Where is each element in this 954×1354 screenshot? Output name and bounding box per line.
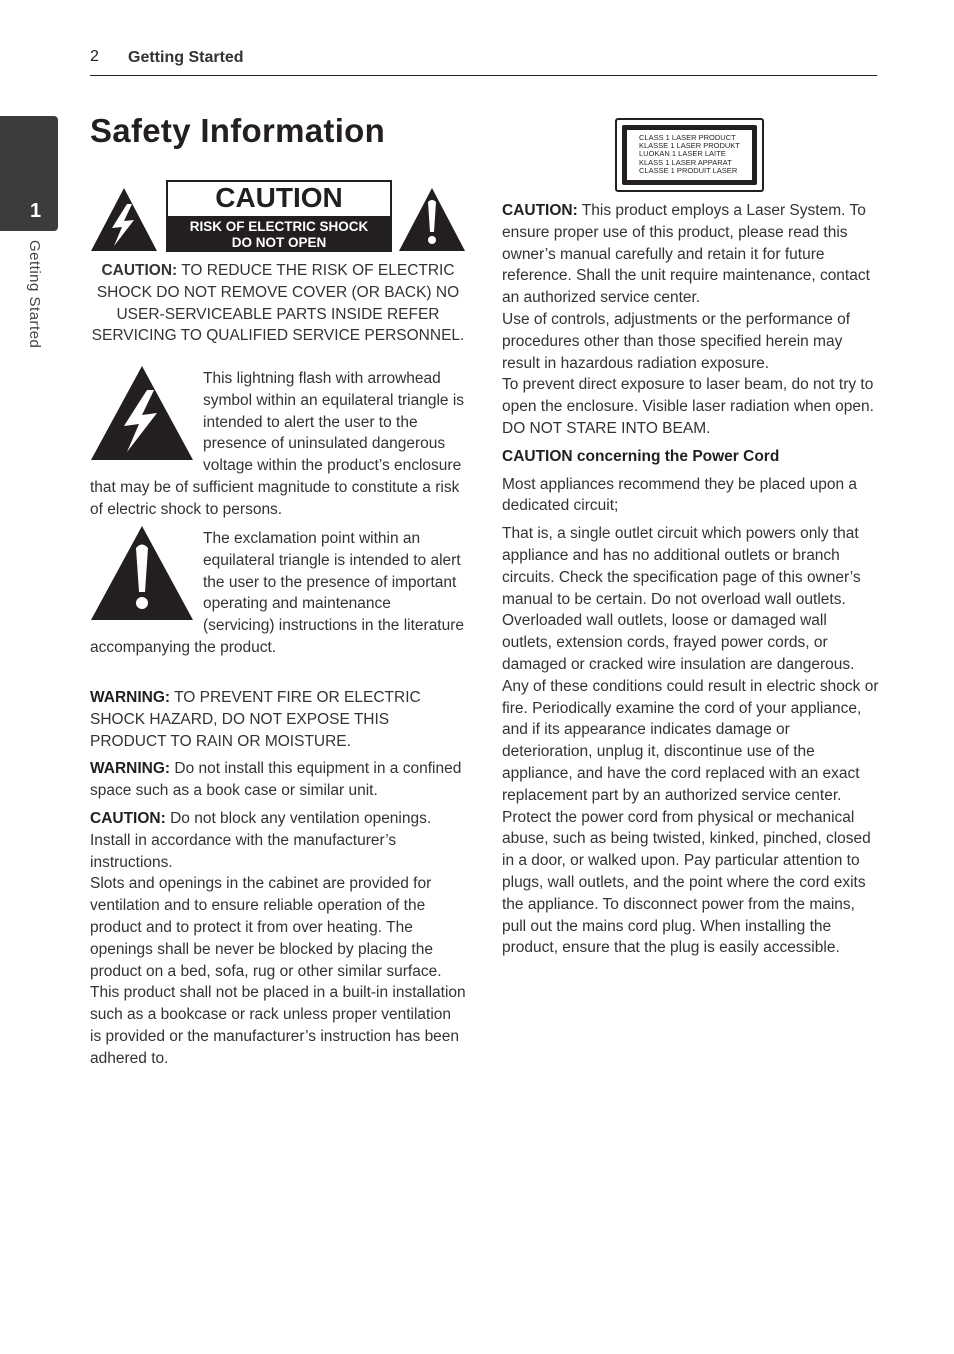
warning-confined-paragraph: [90, 758, 466, 802]
page-number: 2: [90, 48, 99, 65]
caution-label-subtitle: [168, 216, 390, 252]
lightning-explanation: [90, 368, 466, 521]
caution-notice: [90, 260, 466, 347]
header-section-title: Getting Started: [128, 49, 244, 66]
caution-label-line2: DO NOT OPEN: [231, 235, 327, 250]
page-header: [90, 48, 877, 76]
caution-notice-text: TO REDUCE THE RISK OF ELECTRIC SHOCK DO NOT REMOVE COVER (OR BACK) NO USER-SERVICEABLE PARTS INSIDE REFER SERVICING TO QUALIFIED SERVICE PERSONNEL.: [91, 262, 465, 345]
laser-label-line: KLASSE 1 LASER PRODUKT: [639, 141, 740, 151]
caution-label-block: [90, 180, 466, 254]
lightning-triangle-icon: [90, 362, 194, 462]
laser-label-line: CLASSE 1 PRODUIT LASER: [639, 165, 738, 175]
page-title: Safety Information: [90, 112, 386, 149]
warning-label: WARNING:: [90, 760, 171, 778]
caution-notice-label: CAUTION:: [101, 262, 178, 279]
power-cord-heading: [502, 446, 880, 468]
warning-rain-paragraph: [90, 687, 466, 752]
laser-caution-text: This product employs a Laser System. To ensure proper use of this product, please read this owner’s manual carefully and retain it for future reference. Shall the unit require maintenance, contact an authorized service center.: [502, 202, 870, 307]
right-column: [502, 200, 880, 965]
slots-paragraph: Slots and openings in the cabinet are provided for ventilation and to ensure reliable operation of the product and to protect it from over heating. The openings shall be never be blocked by placing the product on a bed, sofa, rug or other similar surface. This product shall not be placed in a built-in installation such as a bookcase or rack unless proper ventilation is provided or the manufacturer’s instruction has been adhered to.: [90, 875, 466, 1067]
laser-label-line: KLASS 1 LASER APPARAT: [639, 157, 732, 167]
chapter-side-tab: [0, 116, 58, 231]
controls-paragraph: Use of controls, adjustments or the performance of procedures other than those specified herein may result in hazardous radiation exposure.: [502, 310, 851, 372]
warning-label: WARNING:: [90, 689, 171, 706]
caution-ventilation-paragraph: [90, 808, 466, 873]
caution-label-line1: RISK OF ELECTRIC SHOCK: [189, 219, 369, 234]
exclamation-explanation: [90, 528, 466, 659]
power-cord-paragraph-2: That is, a single outlet circuit which powers only that appliance and has no additional outlets or branch circuits. Check the specification page of this owner’s manual to be certain. Do not overload wall outlets. Overloaded wall outlets, loose or damaged wall outlets, extension cords, frayed power cords, or damaged or cracked wire insulation are dangerous. Any of these conditions could result in electric shock or fire. Periodically examine the cord of your appliance, and if its appearance indicates damage or deterioration, unplug it, discontinue use of the appliance, and have the cord replaced with an exact replacement part by an authorized service center. Protect the power cord from physical or mechanical abuse, such as being twisted, kinked, pinched, closed in a door, or walked upon. Pay particular attention to plugs, wall outlets, and the point where the cord exits the appliance. To disconnect power from the mains, pull out the mains cord plug. When installing the product, ensure that the plug is easily accessible.: [502, 525, 879, 957]
lightning-warning-icon: [90, 186, 158, 252]
caution-label: CAUTION:: [90, 809, 166, 827]
warning-text: Do not install this equipment in a confined space such as a book case or similar unit.: [90, 760, 462, 800]
exclamation-explanation-text: The exclamation point within an equilateral triangle is intended to alert the user to the presence of important operating and maintenance (servicing) instructions in the literature accompanying the product.: [90, 530, 465, 656]
caution-label: [166, 180, 392, 252]
caution-label: CAUTION:: [502, 202, 578, 219]
exposure-paragraph: To prevent direct exposure to laser beam, do not try to open the enclosure. Visible laser radiation when open. DO NOT STARE INTO BEAM.: [502, 376, 874, 437]
caution-text: Do not block any ventilation openings. Install in accordance with the manufacturer’s instructions.: [90, 809, 432, 871]
caution-label-title: CAUTION: [215, 182, 343, 213]
warning-text: TO PREVENT FIRE OR ELECTRIC SHOCK HAZARD, DO NOT EXPOSE THIS PRODUCT TO RAIN OR MOISTURE.: [90, 689, 421, 750]
exclamation-warning-icon: [398, 186, 466, 252]
chapter-number: 1: [30, 200, 42, 222]
laser-label-line: CLASS 1 LASER PRODUCT: [639, 133, 736, 142]
laser-caution-paragraph: [502, 200, 880, 309]
laser-label-line: LUOKAN 1 LASER LAITE: [639, 149, 726, 159]
lightning-explanation-text: This lightning flash with arrowhead symbol within an equilateral triangle is intended to alert the user to the presence of uninsulated dangerous voltage within the product’s enclosure that may be of sufficient magnitude to constitute a risk of electric shock to persons.: [90, 370, 465, 518]
power-cord-heading-text: CAUTION concerning the Power Cord: [502, 447, 780, 465]
exclamation-triangle-icon: [90, 522, 194, 622]
power-cord-paragraph-1: Most appliances recommend they be placed upon a dedicated circuit;: [502, 475, 857, 515]
laser-class-label: [615, 118, 764, 192]
chapter-label: Getting Started: [26, 240, 43, 349]
left-warnings: [90, 687, 466, 1076]
